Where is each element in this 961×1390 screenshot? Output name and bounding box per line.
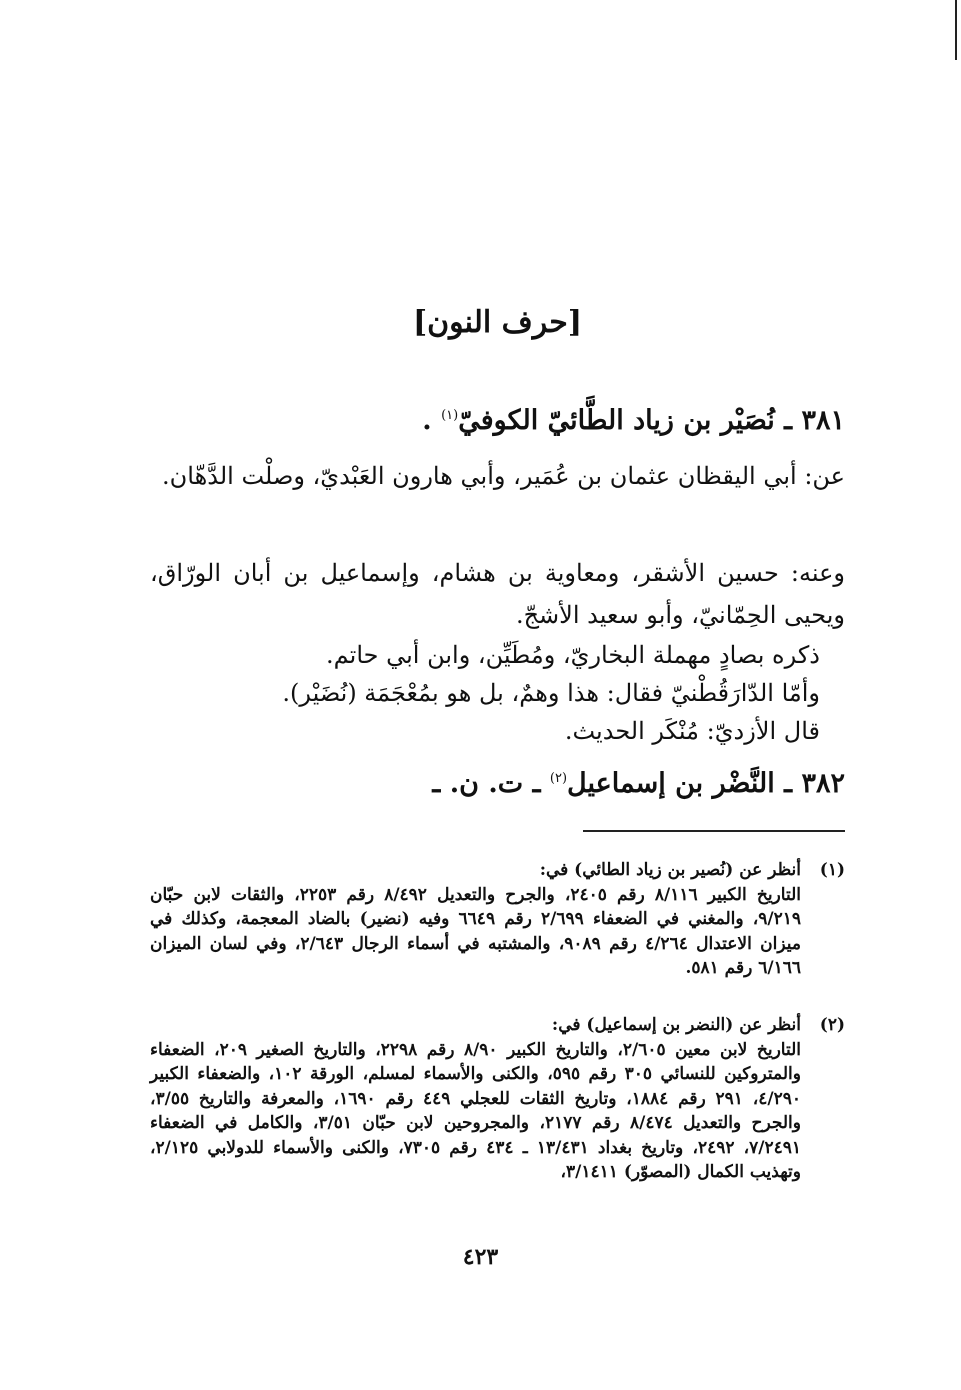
footnote-2: [150, 1013, 845, 1185]
footnote-head-text: أنظر عن (النضر بن إسماعيل) في:: [551, 1015, 801, 1035]
entry-title-end: ـ ت. ن. ـ: [432, 768, 541, 799]
entry-title-end: .: [422, 405, 432, 436]
footnote-body: التاريخ لابن معين ٢/٦٠٥، والتاريخ الكبير ٨/٩٠ رقم ٢٢٩٨، والتاريخ الصغير ٢٠٩، الضعفاء والمتروكين للنسائي ٣٠٥ رقم ٥٩٥، والكنى والأسماء لمسلم، الورقة ١٠٢، والضعفاء الكبير ٤/٢٩٠، ٢٩١ رقم ١٨٨٤، وتاريخ الثقات للعجلي ٤٤٩ رقم ١٦٩٠، والمعرفة والتاريخ ٣/٥٥، والجرح والتعديل ٨/٤٧٤ رقم ٢١٧٧، والمجروحين لابن حبّان ٣/٥١، والكامل في الضعفاء ٧/٢٤٩١، ٢٤٩٢، وتاريخ بغداد ١٣/٤٣١ ـ ٤٣٤ رقم ٧٣٠٥، والكنى والأسماء للدولابي ٢/١٢٥، وتهذيب الكمال (المصوّر) ٣/١٤١١،: [150, 1039, 801, 1182]
entry-381-line-2: وأمّا الدّارَقُطْنيّ فقال: هذا وهمٌ، بل هو بمُعْجَمَة (نُضَيْر).: [282, 679, 820, 707]
entry-381-line-3: قال الأزديّ: مُنْكَر الحديث.: [564, 717, 820, 745]
footnote-number: (٢): [819, 1015, 845, 1035]
entry-title-text: ٣٨١ ـ نُصَيْر بن زياد الطَّائيّ الكوفيّ: [458, 405, 845, 436]
footnote-ref-1[interactable]: (١): [441, 408, 459, 423]
footnote-body: التاريخ الكبير ٨/١١٦ رقم ٢٤٠٥، والجرح والتعديل ٨/٤٩٢ رقم ٢٢٥٣، والثقات لابن حبّان ٩/٢١٩، والمغني في الضعفاء ٢/٦٩٩ رقم ٦٦٤٩ وفيه (نضير) بالضاد المعجمة، وكذلك في ميزان الاعتدال ٤/٢٦٤ رقم ٩٠٨٩، والمشتبه في أسماء الرجال ٢/٦٤٣، وفي لسان الميزان ٦/١٦٦ رقم ٥٨١.: [150, 884, 801, 978]
footnote-divider: [583, 830, 845, 832]
footnote-1: [150, 858, 845, 981]
page-edge-line: [955, 0, 957, 60]
entry-382-title: [150, 768, 845, 799]
footnote-ref-2[interactable]: (٢): [549, 771, 568, 786]
footnote-head-text: أنظر عن (نُصير بن زياد الطائي) في:: [539, 860, 801, 880]
entry-381-title: [150, 405, 845, 436]
entry-381-wa-anhu: وعنه: حسين الأشقر، ومعاوية بن هشام، وإسماعيل بن أبان الورّاق، ويحيى الحِمّانيّ، وأبو سعيد الأشجّ.: [150, 559, 845, 629]
page-number: ٤٢٣: [462, 1244, 499, 1270]
footnote-number: (١): [819, 860, 845, 880]
entry-381-an: عن: أبي اليقظان عثمان بن عُمَير، وأبي هارون العَبْديّ، وصلْت الدَّهّان.: [162, 462, 845, 490]
section-heading: [حرف النون]: [412, 305, 583, 340]
footnote-header: [150, 1013, 845, 1038]
entry-title-text: ٣٨٢ ـ النَّضْر بن إسماعيل: [567, 768, 845, 799]
entry-381-line-1: ذكره بصادٍ مهملة البخاريّ، ومُطَيِّن، وابن أبي حاتم.: [326, 641, 820, 669]
footnote-header: [150, 858, 845, 883]
